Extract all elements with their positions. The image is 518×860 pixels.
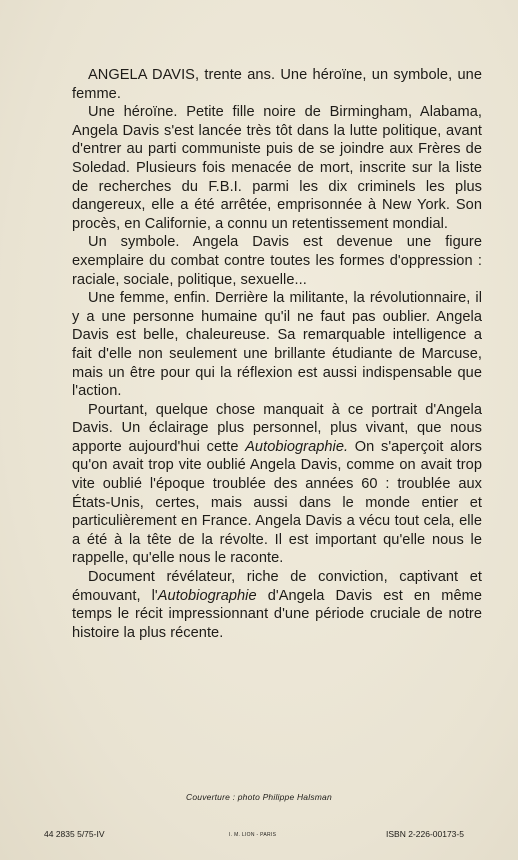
autobiographie-title: Autobiographie. — [245, 438, 349, 455]
paragraph-pourtant-end: On s'aperçoit alors qu'on avait trop vite oublié Angela Davis, comme on avait trop vite oublié l'époque troublée des années 60 : troublée aux États-Unis, certes, mais aussi dans le monde entier et particulièrement en France. Angela Davis a vécu tout cela, elle a été à la tête de la révolte. Il est important qu'elle nous le rappelle, qu'elle nous le raconte. — [72, 438, 482, 567]
cover-photo-credit: Couverture : photo Philippe Halsman — [186, 792, 332, 802]
paragraph-pourtant — [72, 401, 482, 568]
paragraph-symbole: Un symbole. Angela Davis est devenue une figure exemplaire du combat contre toutes les formes d'oppression : raciale, sociale, politique, sexuelle... — [72, 234, 482, 288]
paragraph-intro: ANGELA DAVIS, trente ans. Une héroïne, un symbole, une femme. — [72, 67, 482, 102]
paragraph-document-end: d'Angela Davis est en même temps le récit impressionnant d'une période cruciale de notre histoire la plus récente. — [72, 587, 482, 641]
blurb-text — [72, 66, 482, 642]
autobiographie-title-2: Autobiographie — [157, 587, 257, 604]
paragraph-document-start: Document révélateur, riche de conviction, captivant et émouvant, l' — [72, 569, 482, 604]
printer-mark: I. M. LION - PARIS — [229, 832, 277, 838]
catalog-number: 44 2835 5/75-IV — [44, 829, 105, 839]
paragraph-heroine: Une héroïne. Petite fille noire de Birmingham, Alabama, Angela Davis s'est lancée très tôt dans la lutte politique, avant d'entrer au parti communiste puis de se joindre aux Frères de Soledad. Plusieurs fois menacée de mort, inscrite sur la liste de recherches du F.B.I. parmi les dix criminels les plus dangereux, elle a été arrêtée, emprisonnée à New York. Son procès, en Californie, a connu un retentissement mondial. — [72, 104, 482, 232]
paragraph-document — [72, 568, 482, 642]
paragraph-femme: Une femme, enfin. Derrière la militante, la révolutionnaire, il y a une personne humaine qu'il ne faut pas oublier. Angela Davis est belle, chaleureuse. Sa remarquable intelligence a fait d'elle non seulement une brillante étudiante de Marcuse, mais un être pour qui la réflexion est aussi indispensable que l'action. — [72, 290, 482, 400]
paragraph-pourtant-start: Pourtant, quelque chose manquait à ce portrait d'Angela Davis. Un éclairage plus personnel, plus vivant, que nous apporte aujourd'hui cette — [72, 401, 482, 455]
isbn: ISBN 2-226-00173-5 — [386, 829, 464, 839]
